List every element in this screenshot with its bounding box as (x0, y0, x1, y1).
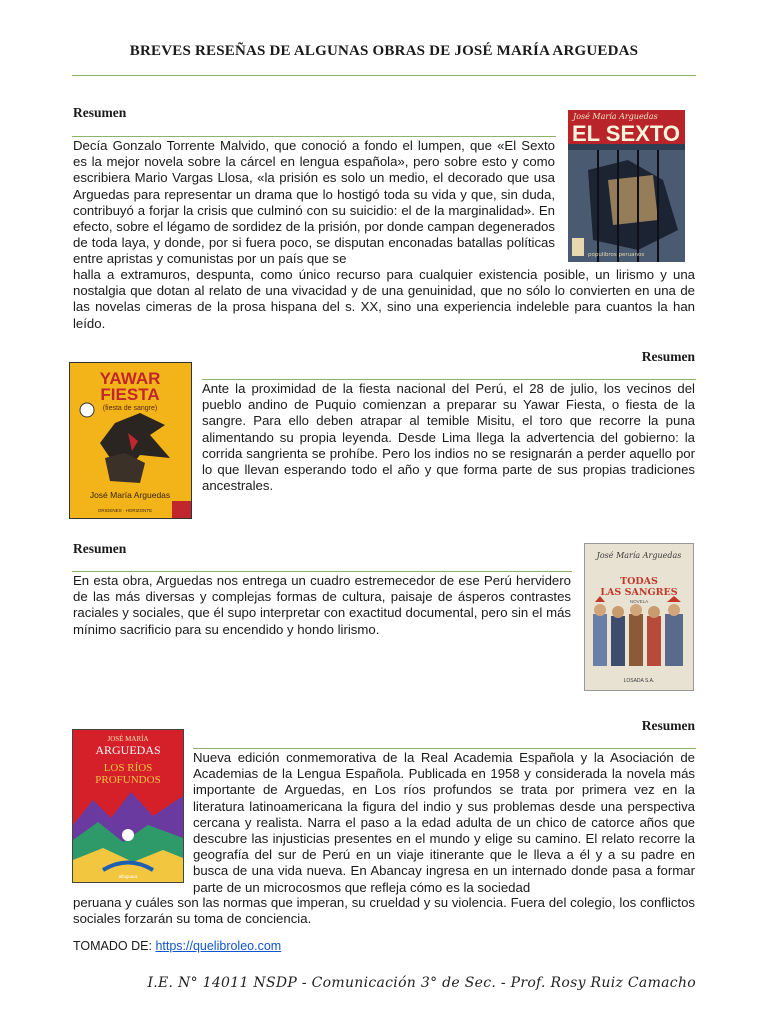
source-label: TOMADO DE: (73, 939, 152, 953)
cover-publisher-text: populibros peruanos (588, 252, 645, 258)
cover-publisher-text: alfaguara (118, 874, 138, 879)
section-heading-todas-las-sangres: Resumen (73, 541, 127, 556)
section-heading-el-sexto: Resumen (73, 105, 127, 120)
section-divider (202, 379, 696, 380)
book-cover-todas-las-sangres (584, 543, 694, 691)
cover-author-text: José María Arguedas (596, 551, 682, 560)
section-paragraph-el-sexto-bottom: halla a extramuros, despunta, como único recurso para cualquier existencia posible, un lirismo y una nostalgia que dotan al relato de una vivacidad y de una genuinidad, que no sólo lo convierten en una de las novelas cimeras de la prosa hispana del s. XX, sino una experiencia indeleble para cuantos la han leído. (73, 267, 695, 331)
section-paragraph-todas-las-sangres: En esta obra, Arguedas nos entrega un cuadro estremecedor de ese Perú hervidero de las más diversas y complejas formas de cultura, paisaje de ásperos contrastes raciales y sociales, que él supo interpretar con exactitud documental, pero sin el más mínimo sacrificio para su encendido y hondo lirismo. (73, 573, 571, 637)
cover-author-line1: JOSÉ MARÍA (107, 735, 149, 743)
section-divider (193, 748, 696, 749)
cover-author-line2: ARGUEDAS (95, 743, 161, 757)
section-heading-yawar-fiesta: Resumen (641, 349, 695, 364)
section-heading-los-rios-profundos: Resumen (641, 718, 695, 733)
section-paragraph-el-sexto-top: Decía Gonzalo Torrente Malvido, que conoció a fondo el lumpen, que «El Sexto es la mejor novela sobre la cárcel en lengua española», pero sobre esto y como escribiera Mario Vargas Llosa, «la prisión es solo un medio, el decorado que usa Arguedas para representar un drama que lo hostigó toda su vida y que, sin duda, contribuyó a forjar la crisis que culminó con su suicidio: el de la marginalidad». En efecto, sobre el légamo de sordidez de la prisión, por donde campan degenerados de toda laya, y donde, por si fuera poco, se disputan enconadas batallas políticas entre apristas y comunistas por un país que se (73, 138, 555, 267)
cover-author-text: José María Arguedas (89, 490, 171, 500)
cover-title-line1: YAWAR (99, 369, 161, 388)
section-divider (72, 571, 572, 572)
title-divider (72, 75, 696, 76)
cover-author-text: José María Arguedas (573, 112, 658, 121)
cover-title-line1: TODAS (620, 576, 658, 587)
source-link[interactable]: https://quelibroleo.com (155, 939, 282, 953)
cover-title-line1: LOS RÍOS (103, 762, 153, 774)
cover-subtitle: (fiesta de sangre) (102, 405, 158, 412)
section-paragraph-yawar-fiesta: Ante la proximidad de la fiesta nacional del Perú, el 28 de julio, los vecinos del pueblo andino de Puquio comienzan a preparar su Yawar Fiesta, o fiesta de la sangre. Para ello deben atrapar al temible Misitu, el toro que recorre la puna alimentando su propia leyenda. Desde Lima llega la advertencia del gobierno: la corrida sangrienta se prohíbe. Pero los indios no se resignarán a perder aquello por lo que llevan esperando todo el año y que forma parte de sus propias tradiciones ancestrales. (202, 381, 695, 494)
book-cover-el-sexto (568, 110, 685, 262)
cover-title-text: EL SEXTO (571, 121, 681, 146)
cover-title-line2: PROFUNDOS (95, 774, 161, 786)
page-footer: I.E. N° 14011 NSDP - Comunicación 3° de Sec. - Prof. Rosy Ruiz Camacho (147, 975, 696, 991)
page-title: BREVES RESEÑAS DE ALGUNAS OBRAS DE JOSÉ MARÍA ARGUEDAS (129, 43, 639, 59)
cover-title-line2: FIESTA (100, 385, 160, 404)
cover-subtitle: NOVELA (629, 599, 649, 604)
cover-publisher-text: LOSADA S.A. (623, 678, 655, 684)
section-paragraph-los-rios-top: Nueva edición conmemorativa de la Real Academia Española y la Asociación de Academias de la Lengua Española. Publicada en 1958 y considerada la novela más importante de Arguedas, en Los ríos profundos se trata por primera vez en la literatura latinoamericana la figura del indio y sus problemas desde una perspectiva cercana y realista. Narra el paso a la edad adulta de un chico de catorce años que descubre las injusticias presentes en el mundo y elige su camino. El relato recorre la geografía del sur de Perú en un viaje itinerante que le lleva a él y a su padre en busca de una vida nueva. En Abancay ingresa en un internado donde pasa a formar parte de un microcosmos que refleja cómo es la sociedad (193, 750, 695, 895)
section-divider (72, 136, 556, 137)
source-line (73, 939, 281, 953)
cover-publisher-text: ORIGENES · HORIZONTE (97, 508, 153, 513)
cover-title-line2: LAS SANGRES (600, 587, 678, 598)
section-paragraph-los-rios-bottom: peruana y cuáles son las normas que imperan, su crueldad y su violencia. Fuera del colegio, los conflictos sociales forzarán su toma de conciencia. (73, 895, 695, 927)
book-cover-yawar-fiesta (69, 362, 192, 519)
book-cover-los-rios-profundos (72, 729, 184, 883)
